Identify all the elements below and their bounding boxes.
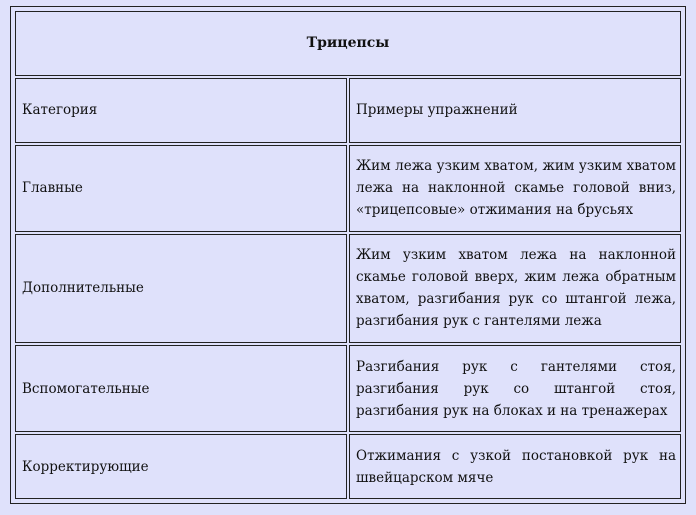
row-category: Дополнительные xyxy=(15,234,347,343)
row-category: Главные xyxy=(15,145,347,232)
table-row xyxy=(15,434,681,499)
row-examples: Жим узким хватом лежа на наклонной скамье головой вверх, жим лежа обратным хватом, разгибания рук со штангой лежа, разгибания рук с гантелями лежа xyxy=(349,234,681,343)
row-category: Корректирующие xyxy=(15,434,347,499)
table-row xyxy=(15,345,681,432)
header-row xyxy=(15,78,681,143)
row-examples: Жим лежа узким хватом, жим узким хватом лежа на наклонной скамье головой вниз, «трицепсовые» отжимания на брусьях xyxy=(349,145,681,232)
row-category: Вспомогательные xyxy=(15,345,347,432)
table-row xyxy=(15,145,681,232)
header-examples: Примеры упражнений xyxy=(349,78,681,143)
row-examples: Отжимания с узкой постановкой рук на швейцарском мяче xyxy=(349,434,681,499)
row-examples: Разгибания рук с гантелями стоя, разгибания рук со штангой стоя, разгибания рук на блоках и на тренажерах xyxy=(349,345,681,432)
triceps-table-frame xyxy=(10,6,686,504)
table-row xyxy=(15,234,681,343)
table-title: Трицепсы xyxy=(15,11,681,76)
title-row xyxy=(15,11,681,76)
header-category: Категория xyxy=(15,78,347,143)
triceps-table xyxy=(13,9,683,501)
